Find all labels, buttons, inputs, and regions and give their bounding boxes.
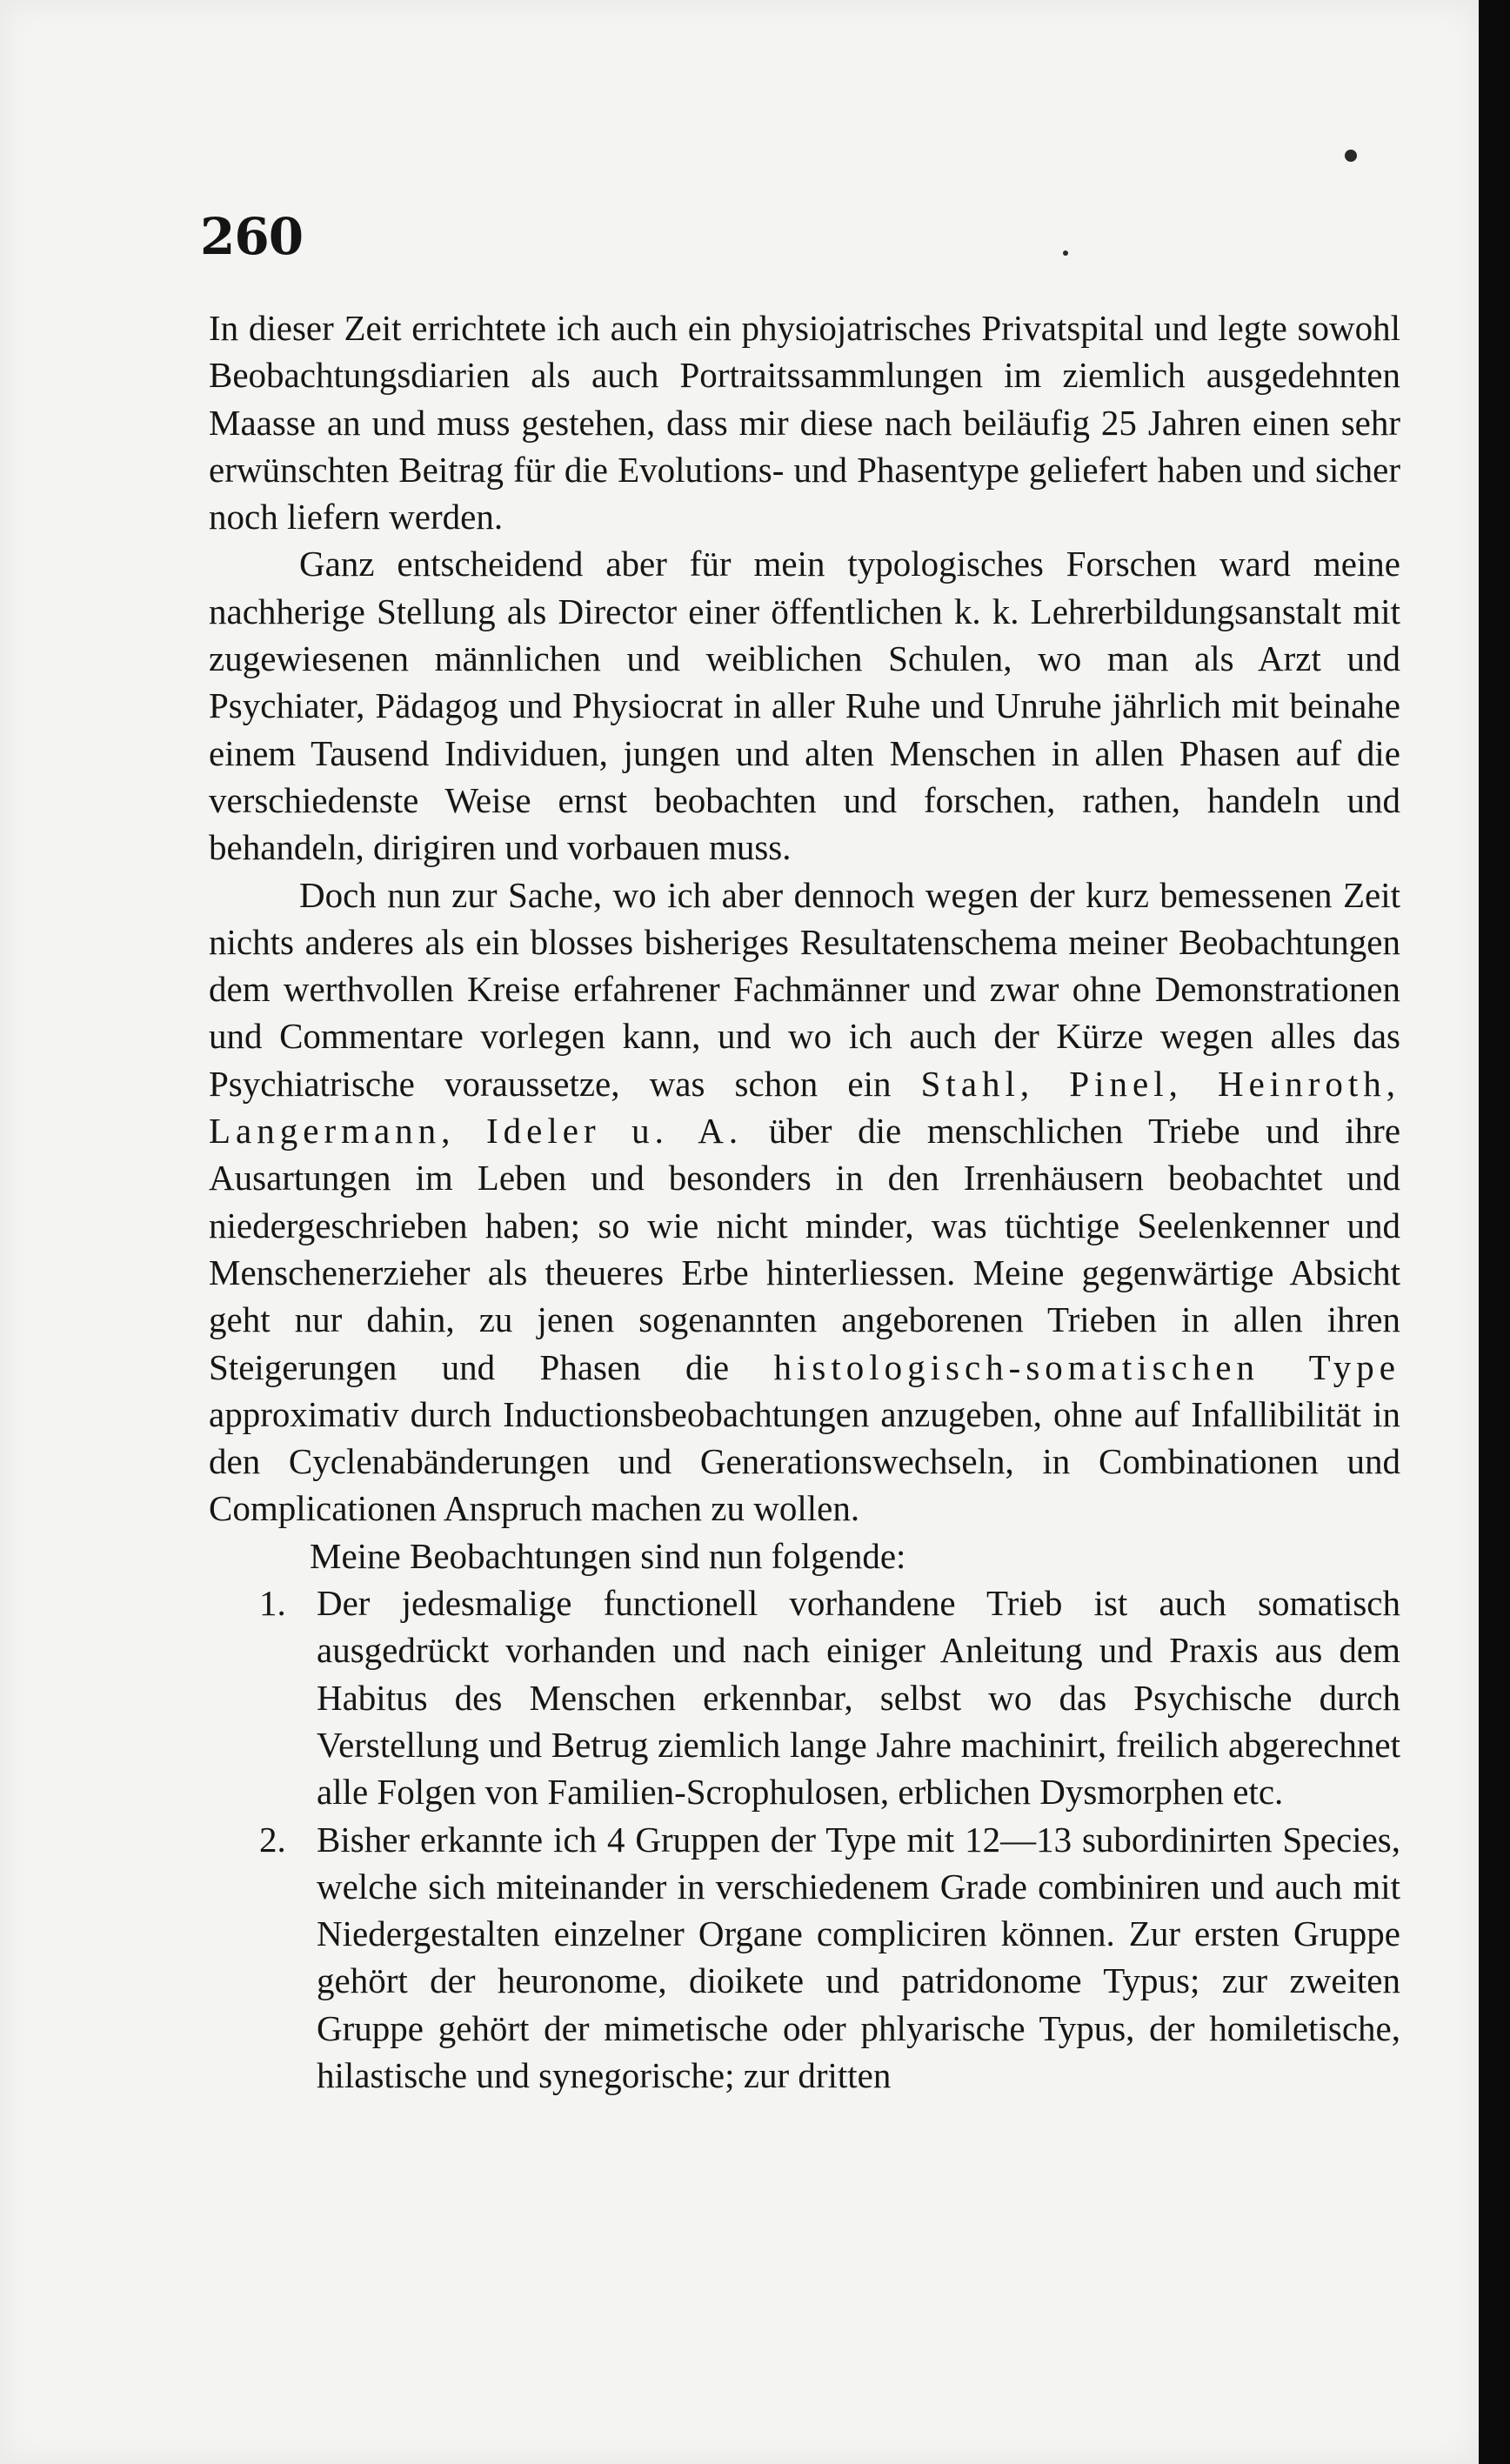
list-intro: Meine Beobachtungen sind nun folgende: (310, 1535, 906, 1576)
paragraph-3-part-1: Doch nun zur Sache, wo ich aber dennoch wegen der kurz bemessenen Zeit nichts anderes als ein blosses bisheriges Resultatenschema meiner Beobachtungen dem werthvollen Kreise erfahrener Fachmänner und zwar ohne Demonstrationen und Commentare vorlegen kann, und wo ich auch der Kürze wegen alles das Psychiatrische voraussetze, was schon ein (209, 874, 1400, 1104)
paragraph-3-part-2: über die menschlichen Triebe und ihre Ausartungen im Leben und besonders in den Irrenhäusern beobachtet und niedergeschrieben haben; so wie nicht minder, was tüchtige Seelenkenner und Menschenerzieher als theueres Erbe hinterliessen. Meine gegenwärtige Absicht geht nur dahin, zu jenen sogenannten angeborenen Trieben in allen ihren Steigerungen und Phasen die (209, 1111, 1401, 1387)
paragraph-1: In dieser Zeit errichtete ich auch ein physiojatrisches Privatspital und legte sowohl Beobachtungsdiarien als auch Portraitssammlungen im ziemlich ausgedehnten Maasse an und muss gestehen, dass mir diese nach beiläufig 25 Jahren einen sehr erwünschten Beitrag für die Evolutions- und Phasentype geliefert haben und sicher noch liefern werden. (209, 308, 1400, 538)
spaced-emphasis: histologisch-somatischen Type (773, 1346, 1400, 1387)
spaced-author-names: Stahl, Pinel, Heinroth, Langermann, Ideler u. A. (209, 1063, 1400, 1152)
list-item-1 (209, 1579, 1400, 1815)
ink-speck (1063, 250, 1068, 256)
page-number: 260 (200, 207, 304, 266)
list-number: 1. (259, 1583, 286, 1624)
list-item-text: Bisher erkannte ich 4 Gruppen der Type mit 12—13 subordinirten Species, welche sich miteinander in verschiedenem Grade combiniren und auch mit Niedergestalten einzelner Organe compliciren können. Zur ersten Gruppe gehört der heuronome, dioikete und patridonome Typus; zur zweiten Gruppe gehört der mimetische oder phlyarische Typus, der homiletische, hilastische und synegorische; zur dritten (317, 1819, 1400, 2095)
paragraph-2: Ganz entscheidend aber für mein typologisches Forschen ward meine nachherige Stellung als Director einer öffentlichen k. k. Lehrerbildungsanstalt mit zugewiesenen männlichen und weiblichen Schulen, wo man als Arzt und Psychiater, Pädagog und Physiocrat in aller Ruhe und Unruhe jährlich mit beinahe einem Tausend Individuen, jungen und alten Menschen in allen Phasen auf die verschiedenste Weise ernst beobachten und forschen, rathen, handeln und behandeln, dirigiren und vorbauen muss. (209, 544, 1400, 868)
paragraph-3 (209, 871, 1400, 1532)
list-item-text: Der jedesmalige functionell vorhandene Trieb ist auch somatisch ausgedrückt vorhanden und nach einiger Anleitung und Praxis aus dem Habitus des Menschen erkennbar, selbst wo das Psychische durch Verstellung und Betrug ziemlich lange Jahre machinirt, freilich abgerechnet alle Folgen von Familien-Scrophulosen, erblichen Dysmorphen etc. (317, 1583, 1400, 1813)
paragraph-3-part-3: approximativ durch Inductionsbeobachtungen anzugeben, ohne auf Infallibilität in den Cyclenabänderungen und Generationswechseln, in Combinationen und Complicationen Anspruch machen zu wollen. (209, 1393, 1400, 1529)
list-number: 2. (259, 1819, 286, 1860)
scan-edge (1479, 0, 1510, 2464)
ink-speck (1345, 150, 1357, 162)
page-body (209, 304, 1400, 2099)
list-item-2 (209, 1816, 1400, 2100)
